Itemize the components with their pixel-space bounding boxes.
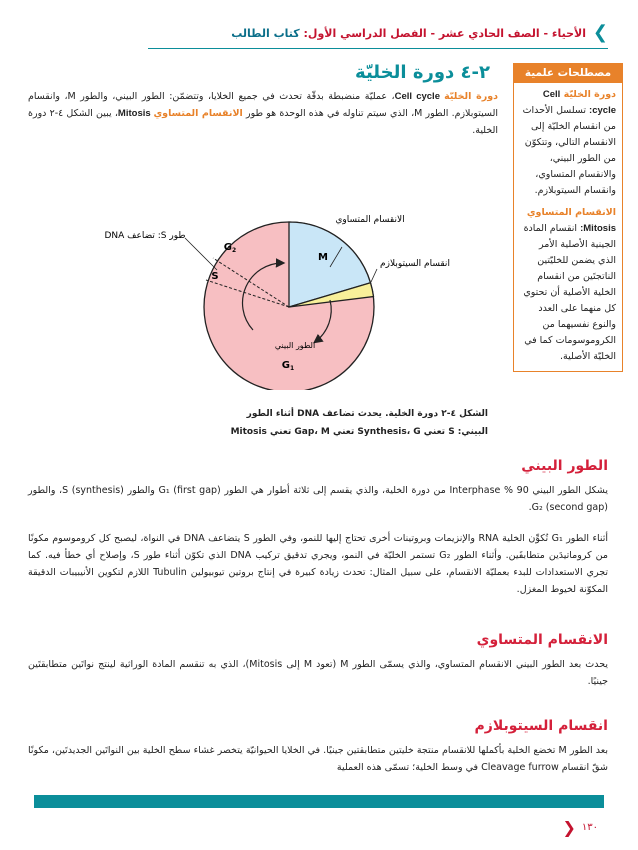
chevron-left-icon[interactable]: ❮	[562, 818, 576, 837]
page-number	[562, 818, 598, 837]
chevron-right-icon[interactable]: ❯	[592, 22, 608, 43]
term-mitosis: الانقسام المتساوي	[153, 108, 243, 119]
cytokinesis-paragraph: بعد الطور M تخضع الخلية بأكملها للانقسام منتجة خليتين متطابقتين جينيًا. في الخلايا الحيوانيّة يتخصر غشاء سطح الخلية بين النواتَين الجديدتَين، مكونًا شقّ انقسام Cleavage furrow في وسط الخلية؛ تسمّى هذه العملية	[28, 745, 609, 773]
heading-interphase: الطور البيني	[521, 458, 608, 474]
label-s-phase: طور S: تضاعف DNA	[104, 231, 186, 241]
glossary-box	[513, 63, 623, 372]
term-mitosis-en: Mitosis	[117, 108, 154, 119]
leader-line	[371, 269, 377, 282]
figure-caption	[178, 405, 488, 441]
book-title-part2: كتاب الطالب	[231, 26, 304, 40]
label-G2: $G_2$	[223, 242, 237, 254]
glossary-term-en: Cell cycle:	[542, 89, 616, 116]
term-cell-cycle: دورة الخليّة	[444, 91, 499, 102]
leader-line	[185, 238, 217, 270]
interphase-paragraph-2: أثناء الطور G₁ تُكوِّن الخلية RNA والإنزيمات وبروتينات أخرى تحتاج إليها للنمو، وفي الطور S يتضاعف DNA في النواة، ليصبح كل كروموسوم مكونًا من كروماتيدَين متطابقَين. وأثناء الطور G₂ تستمر الخليّة في النمو، ويجري تدقيق تركيب DNA الذي تكوّن أثناء طور S، وإصلاح أي خطأ فيه. كما تجري الاستعدادات للبدء بعمليّة الانقسام، على سبيل المثال: تحدث زيادة كبيرة في إنتاج بروتين تيوبيولين Tubulin اللازم لتكوين الأنيبيبات الدقيقة المكوّنة لخيوط المغزل.	[28, 533, 609, 595]
footer-bar	[34, 795, 604, 808]
glossary-definition: تسلسل الأحداث من انقسام الخليّة إلى الانقسام التالي، وتتكوّن من الطور البيني، والانقسام المتساوي، وانقسام السيتوبلازم.	[522, 105, 616, 196]
glossary-term: دورة الخليّة	[560, 89, 616, 100]
term-cell-cycle-en: Cell cycle	[394, 91, 445, 102]
interphase-paragraph-1: يشكل الطور البيني Interphase % 90 من دورة الخلية، والذي يقسم إلى ثلاثة أطوار هي الطور G₁ (first gap) والطور S (synthesis)، والطور G₂ (second gap).	[28, 485, 609, 513]
heading-cytokinesis: انقسام السيتوبلازم	[474, 718, 608, 734]
heading-mitosis: الانقسام المتساوي	[476, 632, 608, 648]
section-title: ٢-٤ دورة الخليّة	[355, 62, 490, 83]
label-S: S	[211, 271, 219, 282]
mitosis-paragraph: يحدث بعد الطور البيني الانقسام المتساوي، والذي يسمّى الطور M (تعود M إلى Mitosis)، الذي به تنقسم المادة الوراثية لينتج نواتَين متطابقتَين جينيًا.	[28, 659, 609, 687]
label-M: M	[318, 252, 328, 263]
label-interphase: الطور البيني	[274, 341, 316, 350]
glossary-item	[520, 87, 616, 199]
page-header	[148, 22, 608, 49]
intro-text-end: ، يبين الشكل ٤-٢ دورة الخلية.	[28, 108, 498, 136]
glossary-item	[520, 205, 616, 365]
label-G1: $G_1$	[281, 360, 295, 372]
cell-cycle-diagram	[85, 200, 465, 390]
glossary-term: الانقسام المتساوي	[526, 207, 616, 218]
label-mitosis: الانقسام المتساوي	[335, 215, 405, 225]
intro-paragraph	[28, 88, 498, 139]
intro-text: ، عمليّة منضبطة بدقّة تحدث في جميع الخلايا، وتتضمّن: الطور البيني، والطور M، وانقسام السيتوبلازم. الطور M، الذي سيتم تناوله في هذه الوحدة هو طور	[28, 91, 499, 119]
figure-caption-line1: الشكل ٤-٢ دورة الخلية. يحدث تضاعف DNA أثناء الطور	[246, 409, 488, 419]
label-cytokinesis: انقسام السيتوبلازم	[380, 259, 450, 269]
cell-cycle-figure	[85, 200, 465, 390]
figure-caption-line2: البيني: S تعني Synthesis، G تعني Gap، M تعني Mitosis	[230, 427, 488, 437]
page-number-text: ١٣٠	[581, 822, 598, 833]
glossary-definition: انقسام المادة الجينية الأصلية الأمر الذي يضمن للخليّتين الناتجتَين من انقسام الخلية الأصلية أن تحتوي كل منهما على العدد والنوع نفسيهما من الكروموسومات كما في الخليّة الأصلية.	[523, 223, 616, 362]
glossary-heading: مصطلحات علمية	[514, 64, 622, 83]
book-title	[231, 27, 586, 40]
book-title-part1: الأحياء - الصف الحادي عشر - الفصل الدراسي الأول:	[303, 26, 586, 40]
glossary-term-en: Mitosis:	[580, 223, 616, 234]
